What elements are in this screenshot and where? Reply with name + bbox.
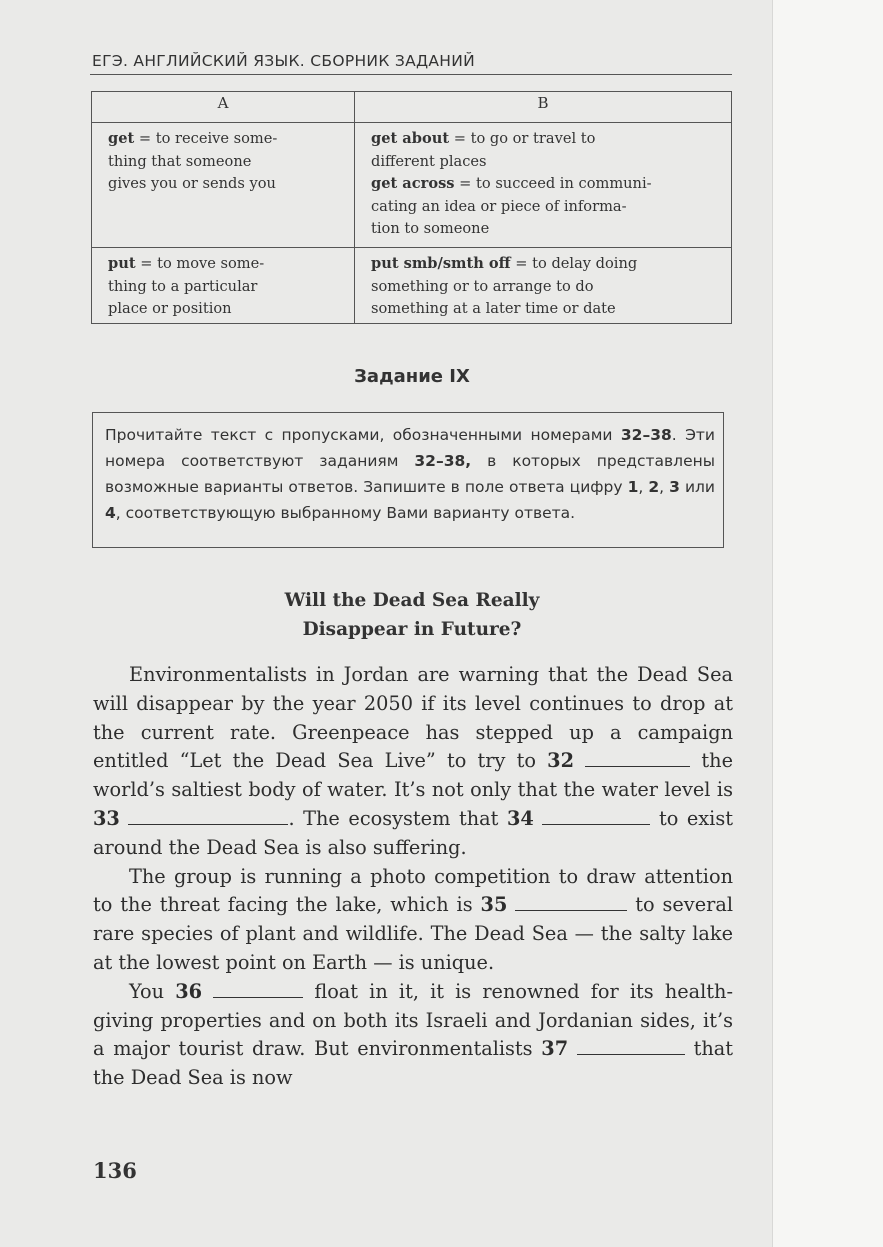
article-title-line: Disappear in Future?: [302, 619, 522, 640]
task-title: Задание IX: [354, 366, 470, 387]
blank-37[interactable]: [577, 1035, 685, 1055]
table-row: [92, 248, 732, 324]
instruction-text: , соответствующую выбранному Вами варианту ответа.: [115, 504, 576, 522]
term: put: [108, 255, 136, 272]
text-run: to exist around the Dead Sea is also suffering.: [93, 806, 733, 859]
article-title-line: Will the Dead Sea Really: [284, 590, 540, 611]
page-margin-edge: [772, 0, 883, 1247]
instruction-text: . Эти номера соответствуют заданиям: [105, 426, 716, 470]
instruction-bold: 4: [105, 504, 116, 522]
instruction-text: или: [679, 478, 716, 496]
paragraph: [93, 661, 733, 863]
table-cell-put: put = to move some- thing to a particular place or position: [92, 248, 355, 324]
equals-sign: =: [510, 255, 533, 272]
blank-35[interactable]: [515, 891, 627, 911]
instruction-text: ,: [638, 478, 649, 496]
gap-number: 32: [547, 749, 574, 773]
instruction-text: ,: [659, 478, 670, 496]
equals-sign: =: [134, 130, 156, 147]
instruction-bold: 3: [669, 478, 680, 496]
blank-34[interactable]: [542, 805, 650, 825]
equals-sign: =: [449, 130, 471, 147]
instruction-box: [92, 412, 724, 548]
blank-33[interactable]: [128, 805, 288, 825]
text-run: . The ecosystem that: [288, 806, 507, 830]
blank-32[interactable]: [585, 747, 690, 767]
instruction-bold: 32–38: [620, 426, 672, 444]
gap-number: 33: [93, 806, 120, 830]
equals-sign: =: [135, 255, 158, 272]
instruction-bold: 1: [627, 478, 639, 496]
article-title: [92, 586, 732, 644]
table-cell-put-phrasal: put smb/smth off = to delay doing something or to arrange to do something at a later time or date: [355, 248, 732, 324]
text-run: that the Dead Sea is now: [93, 1037, 734, 1090]
text-run: to several rare species of plant and wildlife. The Dead Sea — the salty lake at the lowest point on Earth — is unique.: [93, 893, 733, 974]
term: get across: [371, 175, 455, 192]
equals-sign: =: [454, 175, 477, 192]
text-run: the world’s saltiest body of water. It’s not only that the water level is: [93, 749, 733, 802]
table-cell-get-phrasal: get about = to go or travel to different places get across = to succeed in communi- cating an idea or piece of informa- tion to someone: [355, 123, 732, 248]
column-header-a: A: [92, 92, 355, 123]
instruction-bold: 32–38,: [414, 452, 472, 470]
running-head: ЕГЭ. АНГЛИЙСКИЙ ЯЗЫК. СБОРНИК ЗАДАНИЙ: [92, 52, 476, 70]
table-row: [92, 123, 732, 248]
gap-number: 35: [480, 893, 508, 917]
phrasal-verbs-table: [91, 91, 732, 324]
term: get about: [371, 130, 450, 147]
blank-36[interactable]: [213, 978, 303, 998]
gap-number: 36: [175, 979, 203, 1003]
table-header-row: [92, 92, 732, 123]
instruction-bold: 2: [648, 478, 660, 496]
header-rule: [90, 74, 732, 75]
gap-number: 37: [541, 1037, 569, 1061]
instruction-text: Прочитайте текст с пропусками, обозначенными номерами: [105, 426, 621, 444]
text-run: The group is running a photo competition to draw attention to the threat facing the lake, which is: [93, 864, 733, 917]
table-cell-get: get = to receive some- thing that someone gives you or sends you: [92, 123, 355, 248]
instruction-text: в которых представлены возможные варианты ответов. Запишите в поле ответа цифру: [105, 452, 715, 496]
gap-number: 34: [506, 806, 534, 830]
paragraph: [93, 978, 733, 1093]
term: get: [108, 130, 135, 147]
text-run: You: [129, 979, 176, 1003]
paragraph: [93, 863, 733, 978]
term: put smb/smth off: [371, 255, 511, 272]
column-header-b: B: [355, 92, 732, 123]
text-run: Environmentalists in Jordan are warning that the Dead Sea will disappear by the year 2050 if its level continues to drop at the current rate. Greenpeace has stepped up a campaign entitled “Let the Dead Sea Live” to try to: [93, 663, 733, 773]
text-run: float in it, it is renowned for its health-giving properties and on both its Israeli and Jordanian sides, it’s a major tourist draw. But environmentalists: [93, 979, 733, 1061]
article-body: [93, 661, 733, 1093]
page-number: 136: [93, 1158, 137, 1183]
